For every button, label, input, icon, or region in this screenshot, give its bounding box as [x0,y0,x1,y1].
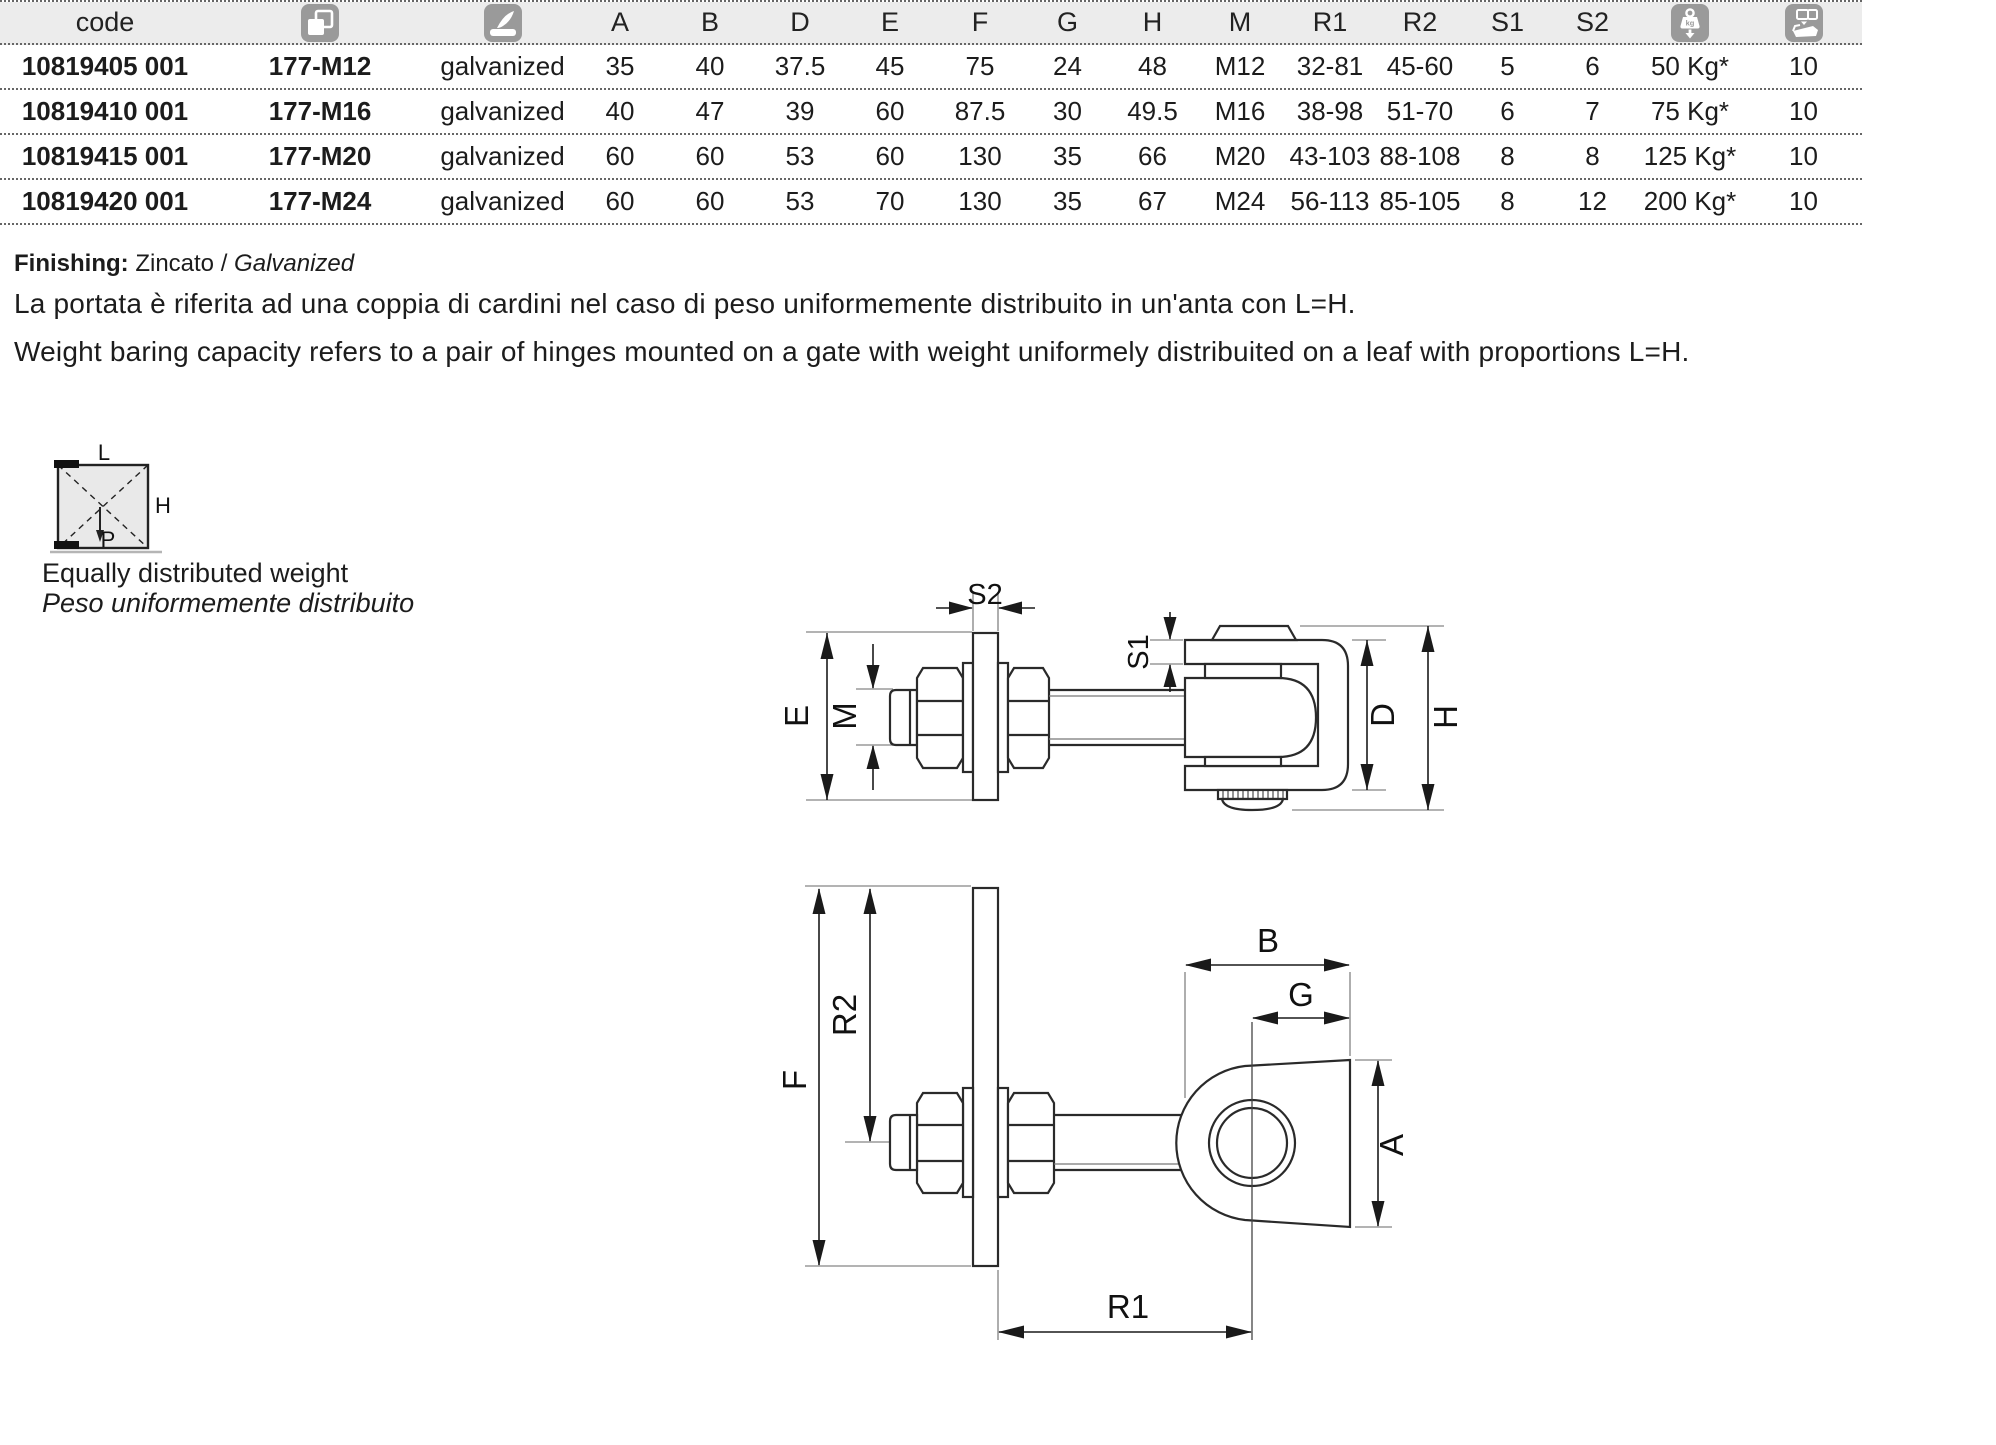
dimension-G [1252,976,1350,1025]
cell-model: 177-M24 [268,186,372,216]
cell-finish: galvanized [440,186,565,216]
weight-distribution-diagram [30,438,290,563]
cell-D: 53 [785,141,815,171]
cell-A: 40 [605,96,635,126]
finishing-label: Finishing: [14,250,129,277]
drawing-side-view [600,575,1500,880]
dim-label-A: A [1373,1133,1410,1157]
cell-F: 130 [958,141,1002,171]
hex-nut-left [917,1093,963,1193]
spec-table [0,0,1862,225]
cell-E: 60 [875,141,905,171]
dimension-F [776,888,826,1266]
dim-label-S1: S1 [1123,634,1155,670]
col-header-D: D [790,7,810,37]
hinge-side-view [890,626,1348,810]
dim-label-H: H [1427,705,1464,729]
col-header-F: F [971,7,989,37]
washer-right [998,1088,1008,1197]
cell-code: 10819420 001 [21,186,189,216]
eye-body [1185,678,1316,757]
cell-F: 75 [965,51,995,81]
cell-S2: 12 [1578,186,1607,216]
finishing-line [14,250,354,278]
label-P: P [100,527,116,552]
col-header-B: B [700,7,719,37]
cell-model: 177-M16 [268,96,372,126]
dimension-S1 [1123,612,1177,692]
cell-R2: 51-70 [1386,96,1454,126]
cell-M: M24 [1214,186,1266,216]
col-header-A: A [610,7,629,37]
table-row [0,90,1862,135]
hex-nut-right [1008,1093,1054,1193]
washer-left [963,1088,973,1197]
washer-right [998,663,1008,772]
cell-H: 67 [1138,186,1167,216]
table-header-row [0,2,1862,45]
packaging-qty-icon [1785,4,1823,42]
col-header-product [210,2,430,43]
cell-S1: 8 [1500,186,1515,216]
hinge-mark-bottom [54,541,79,549]
pin-nut-dome [1222,799,1283,810]
col-header-code: code [75,7,135,37]
cell-B: 60 [695,186,725,216]
cell-H: 49.5 [1127,96,1178,126]
product-icon [301,4,339,42]
cell-R2: 88-108 [1379,141,1461,171]
cell-B: 60 [695,141,725,171]
cell-finish: galvanized [440,141,565,171]
cell-B: 40 [695,51,725,81]
col-header-H: H [1142,7,1163,37]
cell-G: 30 [1053,96,1082,126]
dimension-R1 [998,1288,1252,1339]
col-header-R2: R2 [1402,7,1438,37]
dim-label-M: M [826,702,863,730]
cell-S1: 5 [1500,51,1515,81]
cell-M: M16 [1214,96,1266,126]
cell-F: 87.5 [954,96,1006,126]
cell-R1: 38-98 [1296,96,1364,126]
col-header-finish [430,2,575,43]
cell-E: 45 [875,51,905,81]
cell-R2: 85-105 [1379,186,1461,216]
cell-qty: 10 [1789,96,1818,126]
cell-A: 60 [605,186,635,216]
cell-G: 35 [1053,186,1082,216]
cell-finish: galvanized [440,51,565,81]
kg-glyph: kg [1685,18,1695,27]
dim-label-G: G [1288,976,1314,1013]
dim-label-S2: S2 [967,579,1003,611]
dim-label-R1: R1 [1106,1288,1150,1325]
cell-R1: 32-81 [1296,51,1364,81]
hex-nut-right [1008,668,1049,768]
surface-finish-icon [484,4,522,42]
hex-nut-left [917,668,963,768]
cell-code: 10819410 001 [21,96,189,126]
pin-head [1212,626,1296,640]
max-weight-kg-icon [1671,4,1709,42]
cell-R1: 56-113 [1290,186,1370,216]
dim-label-R2: R2 [826,993,863,1037]
cell-D: 37.5 [774,51,826,81]
cell-weight: 75 Kg* [1650,96,1730,126]
cell-weight: 125 Kg* [1643,141,1737,171]
cell-S1: 8 [1500,141,1515,171]
cell-R2: 45-60 [1386,51,1454,81]
dim-label-B: B [1256,922,1280,959]
cell-model: 177-M20 [268,141,372,171]
table-row [0,180,1862,225]
mounting-plate [973,888,998,1266]
bolt-head [890,690,917,745]
col-header-E: E [880,7,899,37]
diagram-caption-en: Equally distributed weight [42,558,349,588]
dim-label-E: E [778,704,815,728]
cell-A: 35 [605,51,635,81]
dim-label-F: F [776,1069,813,1091]
dimension-D [1361,640,1402,790]
dimension-B [1185,922,1350,972]
cell-finish: galvanized [440,96,565,126]
dimension-S2 [936,579,1035,615]
cell-code: 10819415 001 [21,141,189,171]
col-header-G: G [1056,7,1078,37]
note-english: Weight baring capacity refers to a pair of hinges mounted on a gate with weight uniformely distribuited on a leaf with proportions L=H. [14,336,1690,367]
hinge-top-view [890,888,1350,1340]
note-italian: La portata è riferita ad una coppia di cardini nel caso di peso uniformemente distribuito in un'anta con L=H. [14,288,1356,319]
cell-B: 47 [695,96,725,126]
cell-E: 60 [875,96,905,126]
cell-weight: 50 Kg* [1650,51,1730,81]
dimension-R2 [826,888,877,1142]
dimension-M [826,644,880,790]
finishing-value-en: Galvanized [234,250,355,277]
cell-S2: 8 [1585,141,1600,171]
cell-qty: 10 [1789,141,1818,171]
col-header-S2: S2 [1575,7,1610,37]
col-header-R1: R1 [1312,7,1348,37]
hinge-mark-top [54,460,79,468]
cell-model: 177-M12 [268,51,372,81]
cell-D: 39 [785,96,815,126]
drawing-top-view [600,880,1500,1355]
cell-qty: 10 [1789,51,1818,81]
col-header-M: M [1228,7,1252,37]
cell-R1: 43-103 [1289,141,1371,171]
cell-D: 53 [785,186,815,216]
mounting-plate [973,633,998,800]
dimension-H [1422,626,1465,810]
cell-H: 66 [1138,141,1167,171]
diagram-caption-it: Peso uniformemente distribuito [42,588,415,618]
col-header-S1: S1 [1490,7,1525,37]
cell-H: 48 [1138,51,1167,81]
pin-bushing-bottom [1205,757,1281,766]
dim-label-D: D [1364,703,1401,727]
finishing-value-it: Zincato / [135,250,228,277]
label-L: L [97,440,111,465]
cell-M: M20 [1214,141,1266,171]
bolt-head [890,1115,917,1170]
pin-bushing-top [1205,664,1281,678]
cell-S2: 7 [1585,96,1600,126]
cell-G: 24 [1053,51,1082,81]
cell-S1: 6 [1500,96,1515,126]
table-row [0,135,1862,180]
cell-E: 70 [875,186,905,216]
cell-qty: 10 [1789,186,1818,216]
col-header-weight [1635,2,1745,43]
cell-F: 130 [958,186,1002,216]
cell-code: 10819405 001 [21,51,189,81]
cell-M: M12 [1214,51,1266,81]
table-row [0,45,1862,90]
cell-A: 60 [605,141,635,171]
cell-weight: 200 Kg* [1643,186,1737,216]
col-header-qty [1745,2,1862,43]
cell-G: 35 [1053,141,1082,171]
cell-S2: 6 [1585,51,1600,81]
label-H: H [155,493,171,518]
washer-left [963,663,973,772]
dimension-A [1372,1060,1411,1227]
